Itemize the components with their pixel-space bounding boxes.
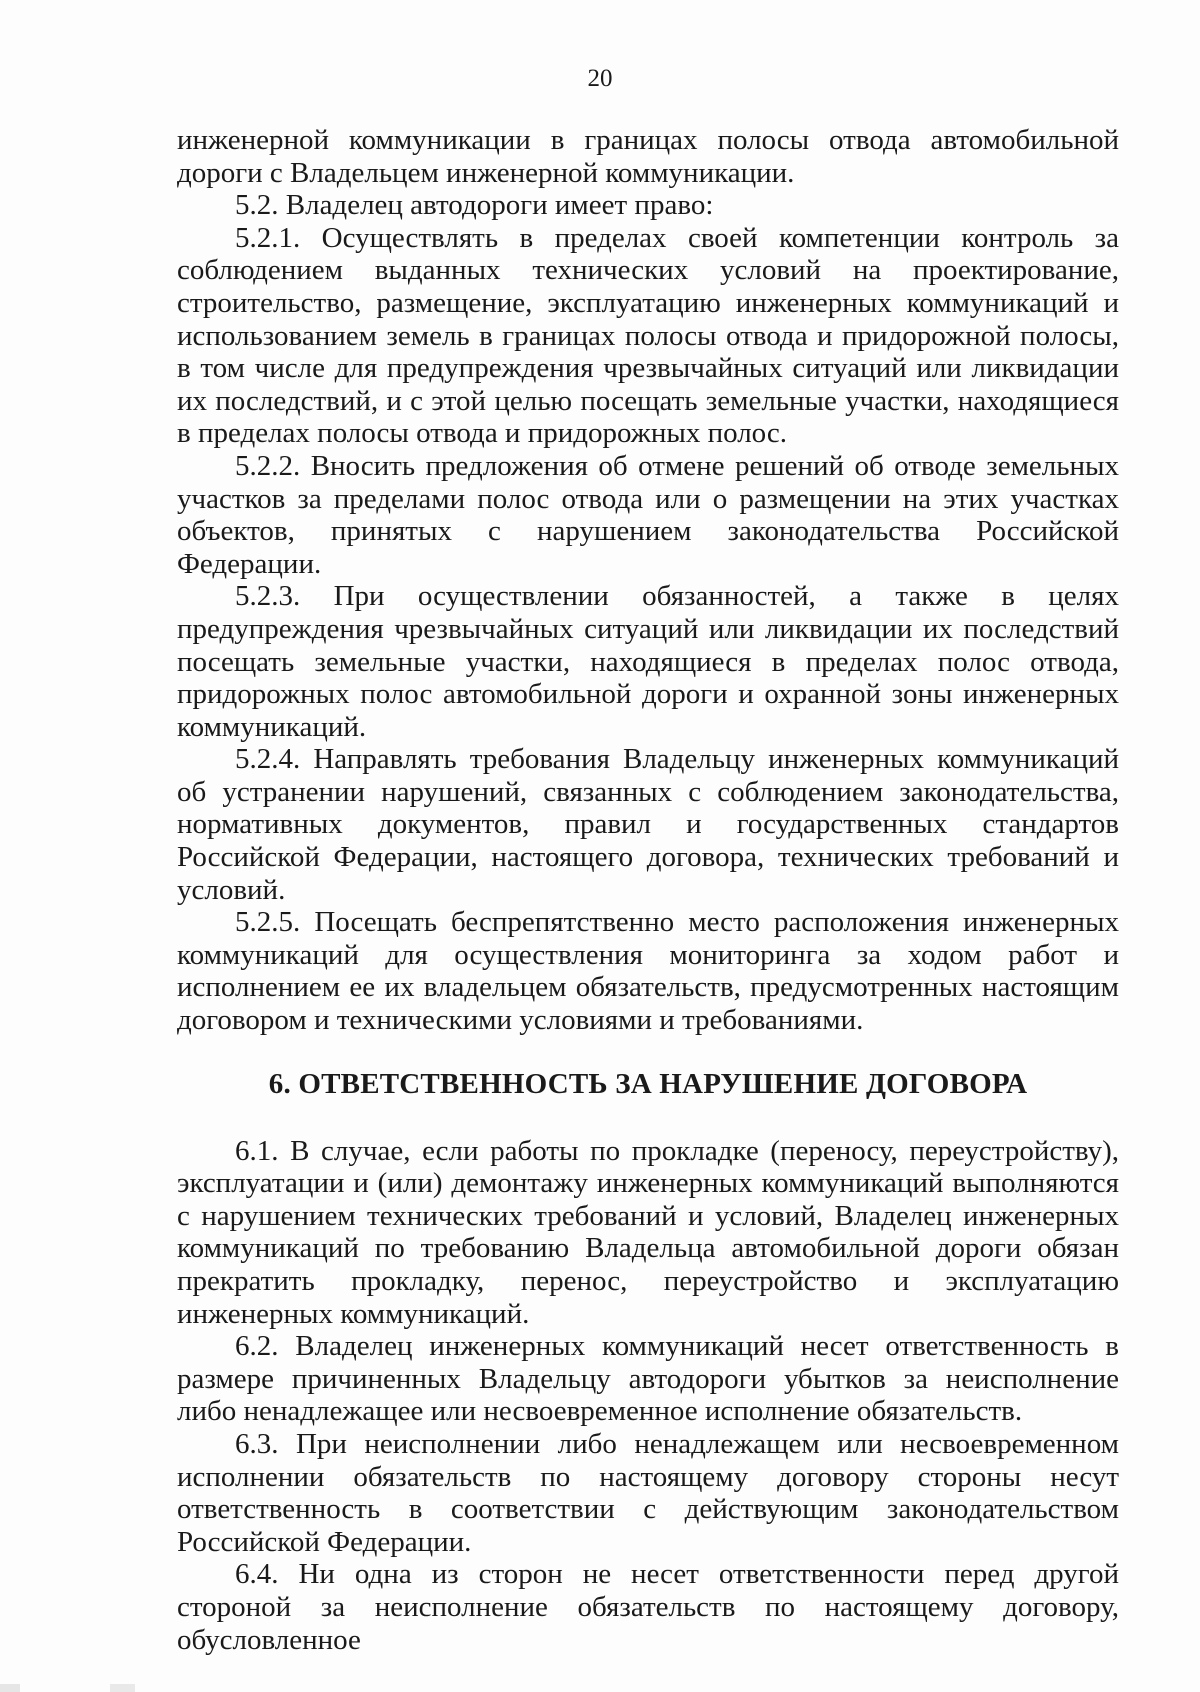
section-6-heading: 6. ОТВЕТСТВЕННОСТЬ ЗА НАРУШЕНИЕ ДОГОВОРА <box>268 1067 1028 1100</box>
clause-5-2: 5.2. Владелец автодороги имеет право: <box>235 189 714 222</box>
clause-6-4: 6.4. Ни одна из сторон не несет ответственности перед другой стороной за неисполнение обязательств по настоящему договору, обусловленное <box>177 1558 1119 1656</box>
scan-edge-mark <box>0 1684 160 1692</box>
clause-6-2: 6.2. Владелец инженерных коммуникаций несет ответственность в размере причиненных Владельцу автодороги убытков за неисполнение либо ненадлежащее или несвоевременное исполнение обязательств. <box>177 1330 1119 1428</box>
clause-6-1: 6.1. В случае, если работы по прокладке (переносу, переустройству), эксплуатации и (или) демонтажу инженерных коммуникаций выполняются с нарушением технических требований и условий, Владелец инженерных коммуникаций по требованию Владельца автомобильной дороги обязан прекратить прокладку, перенос, переустройство и эксплуатацию инженерных коммуникаций. <box>177 1134 1119 1330</box>
clause-5-2-2: 5.2.2. Вносить предложения об отмене решений об отводе земельных участков за пределами полос отвода или о размещении на этих участках объектов, принятых с нарушением законодательства Российской Федерации. <box>177 449 1119 580</box>
document-body <box>177 124 1119 1656</box>
clause-5-2-3: 5.2.3. При осуществлении обязанностей, а также в целях предупреждения чрезвычайных ситуаций или ликвидации их последствий посещать земельные участки, находящиеся в пределах полос отвода, придорожных полос автомобильной дороги и охранной зоны инженерных коммуникаций. <box>177 580 1119 743</box>
clause-6-3: 6.3. При неисполнении либо ненадлежащем или несвоевременном исполнении обязательств по настоящему договору стороны несут ответственность в соответствии с действующим законодательством Российской Федерации. <box>177 1427 1119 1558</box>
clause-5-2-1: 5.2.1. Осуществлять в пределах своей компетенции контроль за соблюдением выданных технических условий на проектирование, строительство, размещение, эксплуатацию инженерных коммуникаций и использованием земель в границах полосы отвода и придорожной полосы, в том числе для предупреждения чрезвычайных ситуаций или ликвидации их последствий, и с этой целью посещать земельные участки, находящиеся в пределах полосы отвода и придорожных полос. <box>177 221 1119 450</box>
clause-5-2-5: 5.2.5. Посещать беспрепятственно место расположения инженерных коммуникаций для осуществления мониторинга за ходом работ и исполнением ее их владельцем обязательств, предусмотренных настоящим договором и техническими условиями и требованиями. <box>177 906 1119 1037</box>
page-number: 20 <box>587 65 613 92</box>
continuation-paragraph: инженерной коммуникации в границах полосы отвода автомобильной дороги с Владельцем инженерной коммуникации. <box>177 124 1119 189</box>
clause-5-2-4: 5.2.4. Направлять требования Владельцу инженерных коммуникаций об устранении нарушений, связанных с соблюдением законодательства, нормативных документов, правил и государственных стандартов Российской Федерации, настоящего договора, технических требований и условий. <box>177 743 1119 906</box>
